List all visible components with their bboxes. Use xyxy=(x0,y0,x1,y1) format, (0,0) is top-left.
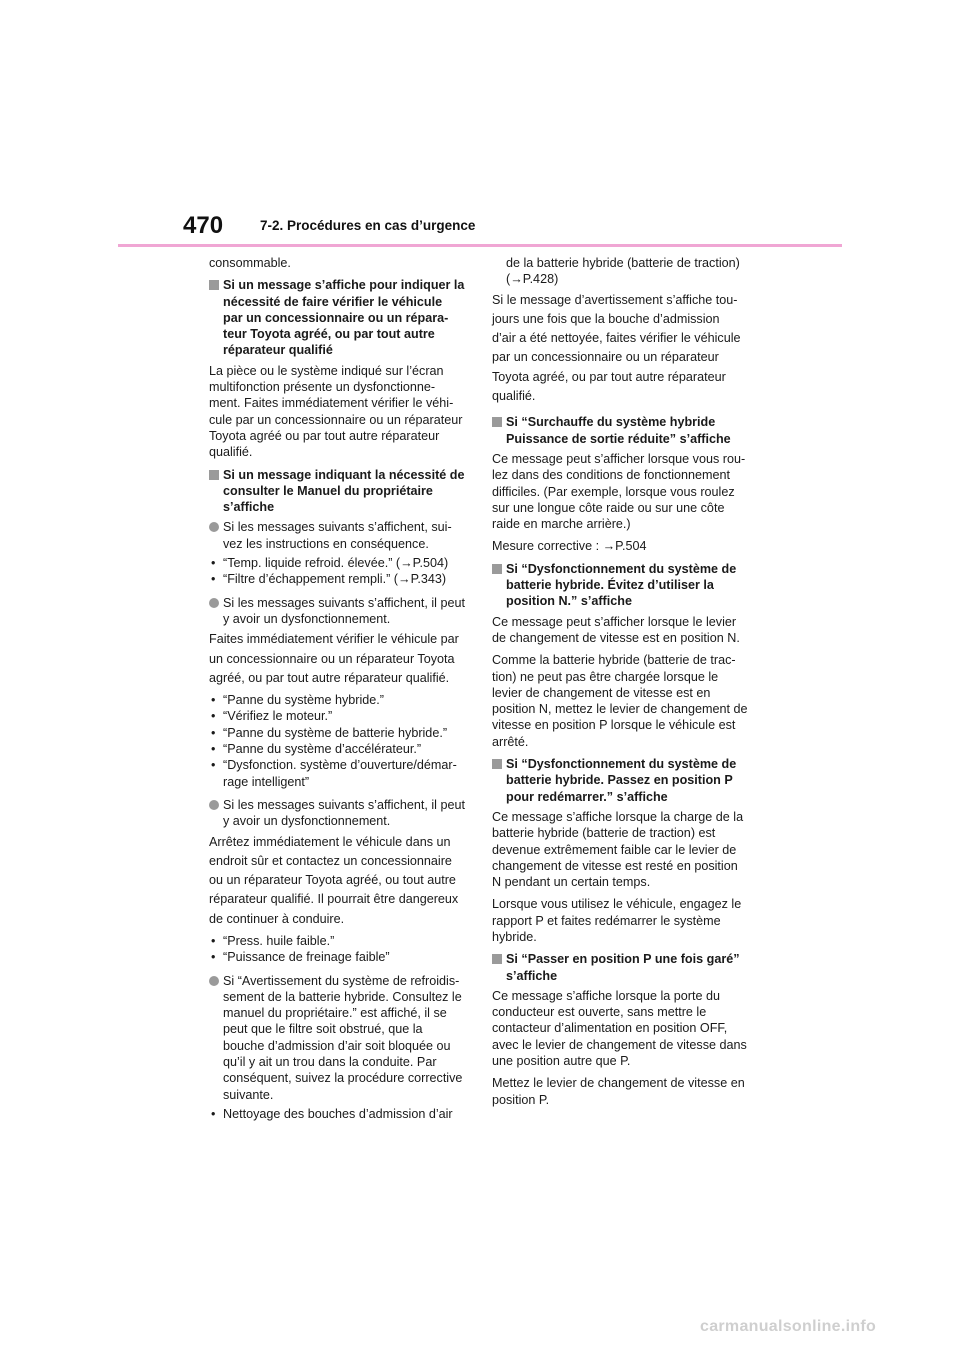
section-heading: Si un message indiquant la nécessité de consulter le Manuel du propriétaire s’affiche xyxy=(209,467,465,516)
list-item: • “Panne du système de batterie hybride.” xyxy=(211,725,448,740)
circle-bullet-item: Si “Avertissement du système de refroidis-sement de la batterie hybride. Consultez le manuel du propriétaire.” est affiché, il se peut que le filtre soit obstrué, que la bouche d’admission d’air soit bloquée ou qu’il y ait un trou dans la conduite. Par conséquent, suivez la procédure corrective suivante. xyxy=(209,973,465,1103)
circle-bullet-item: Si les messages suivants s’affichent, sui-vez les instructions en conséquence. xyxy=(209,519,465,552)
paragraph-line: endroit sûr et contactez un concessionnaire xyxy=(209,853,452,868)
paragraph-line: réparateur qualifié. Il pourrait être dangereux xyxy=(209,892,459,907)
section-heading: Si “Surchauffe du système hybride Puissance de sortie réduite” s’affiche xyxy=(492,414,748,447)
list-item: • “Dysfonction. système d’ouverture/démar-rage intelligent” xyxy=(211,758,457,789)
paragraph-line: Arrêtez immédiatement le véhicule dans un xyxy=(209,834,451,849)
paragraph-line: qualifié. xyxy=(492,389,536,404)
square-bullet-icon xyxy=(492,954,502,964)
paragraph-line: ou un réparateur Toyota agréé, ou tout autre xyxy=(209,873,456,888)
watermark: carmanualsonline.info xyxy=(700,1318,877,1335)
page-header xyxy=(0,0,960,250)
square-bullet-icon xyxy=(209,470,219,480)
paragraph: Ce message s’affiche lorsque la charge de la batterie hybride (batterie de traction) est devenue extrêmement faible car le levier de changement de vitesse est resté en position N pendant un certain temps. xyxy=(492,809,744,890)
section-title: 7-2. Procédures en cas d’urgence xyxy=(260,218,476,233)
list-item: • “Panne du système hybride.” xyxy=(211,693,385,708)
square-bullet-icon xyxy=(492,759,502,769)
section-heading: Si “Passer en position P une fois garé” s’affiche xyxy=(492,951,748,984)
paragraph: Ce message peut s’afficher lorsque vous rou-lez dans des conditions de fonctionnement difficiles. (Par exemple, lorsque vous roulez sur une longue côte raide ou sur une côte raide en marche arrière.) xyxy=(492,451,746,532)
page-number: 470 xyxy=(183,212,224,239)
paragraph: Lorsque vous utilisez le véhicule, engagez le rapport P et faites redémarrer le système hybride. xyxy=(492,897,742,944)
paragraph: Mesure corrective : →P.504 xyxy=(492,539,647,554)
square-bullet-icon xyxy=(209,280,219,290)
header-divider xyxy=(118,244,842,247)
list-item: • Nettoyage des bouches d’admission d’air xyxy=(211,1106,453,1121)
circle-bullet-item: Si les messages suivants s’affichent, il peut y avoir un dysfonctionnement. xyxy=(209,595,465,628)
circle-bullet-icon xyxy=(209,800,219,810)
message-list xyxy=(209,933,465,966)
left-column xyxy=(209,255,465,1129)
list-item: • “Filtre d’échappement rempli.” (→P.343) xyxy=(211,572,447,587)
message-list xyxy=(209,555,465,588)
square-bullet-icon xyxy=(492,417,502,427)
list-item: • “Vérifiez le moteur.” xyxy=(211,709,333,724)
section-heading: Si un message s’affiche pour indiquer la nécessité de faire vérifier le véhicule par un concessionnaire ou un répara-teur Toyota agréé, ou par tout autre réparateur qualifié xyxy=(209,277,465,358)
paragraph-line: Si le message d’avertissement s’affiche tou- xyxy=(492,292,738,307)
paragraph-line: agréé, ou par tout autre réparateur qualifié. xyxy=(209,670,450,685)
paragraph: La pièce ou le système indiqué sur l’écran multifonction présente un dysfonctionne-ment. Faites immédiatement vérifier le véhi-cule par un concessionnaire ou un réparateur Toyota agréé ou par tout autre réparateur qualifié. xyxy=(209,363,463,460)
circle-bullet-item: Si les messages suivants s’affichent, il peut y avoir un dysfonctionnement. xyxy=(209,797,465,830)
circle-bullet-icon xyxy=(209,976,219,986)
section-heading: Si “Dysfonctionnement du système de batterie hybride. Évitez d’utiliser la position N.” s’affiche xyxy=(492,561,748,610)
paragraph-line: d’air a été nettoyée, faites vérifier le véhicule xyxy=(492,331,741,346)
paragraph-line: jours une fois que la bouche d’admission xyxy=(492,311,720,326)
paragraph: Ce message s’affiche lorsque la porte du conducteur est ouverte, sans mettre le contacteur d’alimentation en position OFF, avec le levier de changement de vitesse dans une position autre que P. xyxy=(492,988,747,1069)
circle-bullet-icon xyxy=(209,522,219,532)
list-item: • “Panne du système d’accélérateur.” xyxy=(211,742,422,757)
right-column xyxy=(492,255,748,1114)
list-item: • “Puissance de freinage faible” xyxy=(211,950,390,965)
paragraph: consommable. xyxy=(209,256,291,270)
list-item: • “Press. huile faible.” xyxy=(211,933,335,948)
section-heading: Si “Dysfonctionnement du système de batterie hybride. Passez en position P pour redémarrer.” s’affiche xyxy=(492,756,748,805)
procedure-list xyxy=(209,1106,465,1122)
paragraph: Comme la batterie hybride (batterie de trac-tion) ne peut pas être chargée lorsque le levier de changement de vitesse est en position N, mettez le levier de changement de vitesse en position P lorsque le véhicule est arrêté. xyxy=(492,653,748,749)
square-bullet-icon xyxy=(492,564,502,574)
paragraph-line: de continuer à conduire. xyxy=(209,911,345,926)
message-list xyxy=(209,692,465,790)
list-item: • “Temp. liquide refroid. élevée.” (→P.504) xyxy=(211,556,449,571)
paragraph-line: Faites immédiatement vérifier le véhicule par xyxy=(209,632,459,647)
list-item-continuation: de la batterie hybride (batterie de traction) (→P.428) xyxy=(506,256,740,287)
paragraph: Mettez le levier de changement de vitesse en position P. xyxy=(492,1076,745,1107)
paragraph-line: par un concessionnaire ou un réparateur xyxy=(492,350,719,365)
paragraph: Ce message peut s’afficher lorsque le levier de changement de vitesse est en position N. xyxy=(492,614,740,645)
paragraph-line: un concessionnaire ou un réparateur Toyota xyxy=(209,651,455,666)
paragraph-line: Toyota agréé, ou par tout autre réparateur xyxy=(492,369,726,384)
circle-bullet-icon xyxy=(209,598,219,608)
